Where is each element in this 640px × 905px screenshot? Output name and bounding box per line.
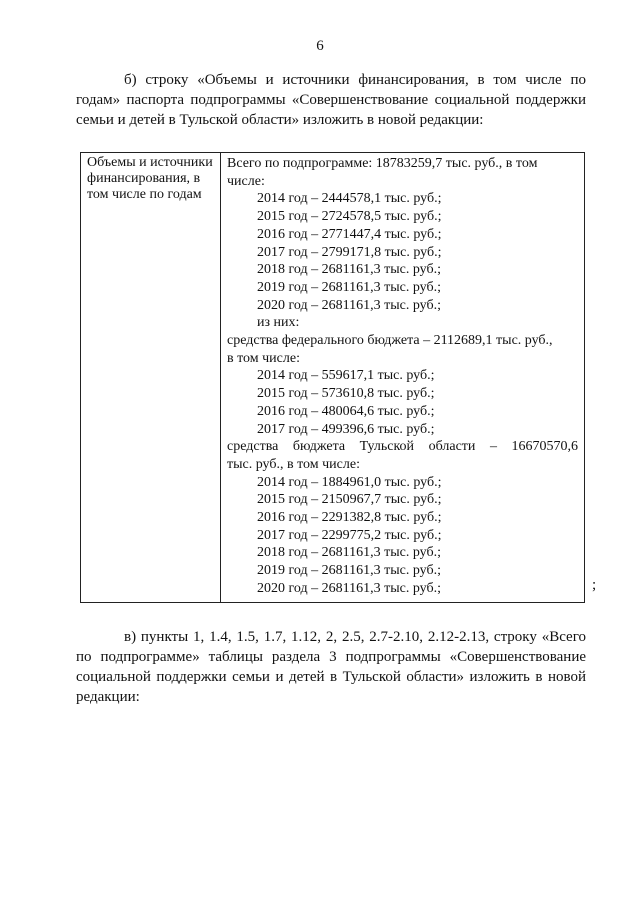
regional-year-line: 2018 год – 2681161,3 тыс. руб.;	[257, 545, 441, 561]
federal-year-line: 2016 год – 480064,6 тыс. руб.;	[257, 403, 435, 419]
federal-line-cont: в том числе:	[227, 350, 300, 366]
iz-nih-line: из них:	[257, 315, 300, 331]
table-right-cell	[221, 153, 584, 602]
regional-year-line: 2019 год – 2681161,3 тыс. руб.;	[257, 563, 441, 579]
total-line: Всего по подпрограмме: 18783259,7 тыс. руб., в том	[227, 156, 538, 171]
table-left-cell: Объемы и источники финансирования, в том числе по годам	[81, 153, 221, 602]
paragraph-v: в) пункты 1, 1.4, 1.5, 1.7, 1.12, 2, 2.5, 2.7-2.10, 2.12-2.13, строку «Всего по подпрограмме» таблицы раздела 3 подпрограммы «Совершенствование социальной поддержки семьи и детей в Тульской области» изложить в новой редакции:	[76, 629, 586, 705]
federal-year-line: 2017 год – 499396,6 тыс. руб.;	[257, 421, 435, 437]
federal-year-line: 2015 год – 573610,8 тыс. руб.;	[257, 386, 435, 402]
total-year-line: 2020 год – 2681161,3 тыс. руб.;	[257, 297, 441, 313]
regional-line-cont: тыс. руб., в том числе:	[227, 456, 360, 472]
total-year-line: 2019 год – 2681161,3 тыс. руб.;	[257, 279, 441, 295]
regional-year-line: 2014 год – 1884961,0 тыс. руб.;	[257, 474, 442, 490]
regional-year-line: 2020 год – 2681161,3 тыс. руб.;	[257, 580, 441, 596]
total-year-line: 2015 год – 2724578,5 тыс. руб.;	[257, 209, 442, 225]
total-line-cont: числе:	[227, 173, 265, 189]
financing-table	[80, 152, 585, 603]
paragraph-b: б) строку «Объемы и источники финансирования, в том числе по годам» паспорта подпрограммы «Совершенствование социальной поддержки семьи и детей в Тульской области» изложить в новой редакции:	[76, 72, 586, 128]
total-year-line: 2018 год – 2681161,3 тыс. руб.;	[257, 262, 441, 278]
regional-line: средства бюджета Тульской области – 16670570,6	[227, 439, 578, 455]
regional-year-line: 2015 год – 2150967,7 тыс. руб.;	[257, 492, 442, 508]
regional-year-line: 2016 год – 2291382,8 тыс. руб.;	[257, 510, 442, 526]
total-year-line: 2014 год – 2444578,1 тыс. руб.;	[257, 191, 442, 207]
page-number: 6	[316, 38, 324, 54]
regional-year-line: 2017 год – 2299775,2 тыс. руб.;	[257, 527, 442, 543]
federal-line: средства федерального бюджета – 2112689,1 тыс. руб.,	[227, 333, 553, 349]
total-year-line: 2016 год – 2771447,4 тыс. руб.;	[257, 226, 442, 242]
total-year-line: 2017 год – 2799171,8 тыс. руб.;	[257, 244, 442, 260]
table-end-semicolon: ;	[592, 577, 597, 593]
federal-year-line: 2014 год – 559617,1 тыс. руб.;	[257, 368, 435, 384]
